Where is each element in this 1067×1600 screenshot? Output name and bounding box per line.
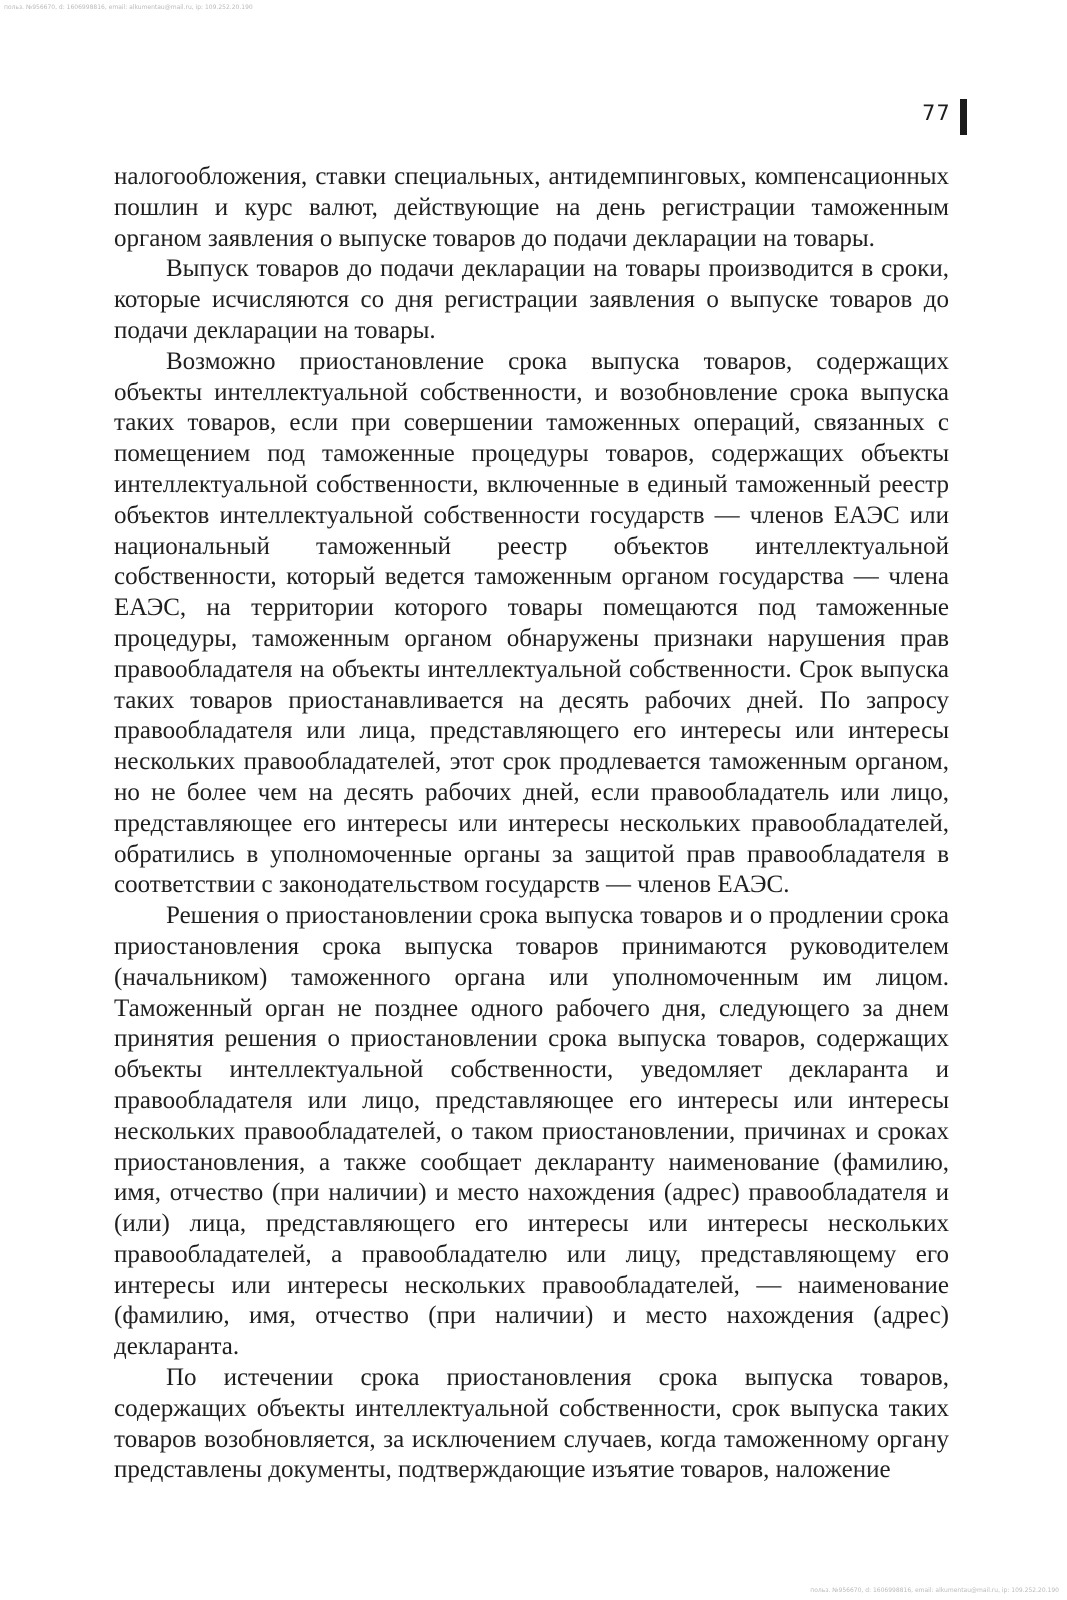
body-text — [114, 162, 949, 1486]
paragraph: Возможно приостановление срока выпуска товаров, содержащих объекты интеллектуальной собственности, и возобновление срока выпуска таких товаров, если при совершении таможенных операций, связанных с помещением под таможенные процедуры товаров, содержащих объекты интеллектуальной собственности, включенные в единый таможенный реестр объектов интеллектуальной собственности государств — членов ЕАЭС или национальный таможенный реестр объектов интеллектуальной собственности, который ведется таможенным органом государства — члена ЕАЭС, на территории которого товары помещаются под таможенные процедуры, таможенным органом обнаружены признаки нарушения прав правообладателя на объекты интеллектуальной собственности. Срок выпуска таких товаров приостанавливается на десять рабочих дней. По запросу правообладателя или лица, представляющего его интересы или интересы нескольких правообладателей, этот срок продлевается таможенным органом, но не более чем на десять рабочих дней, если правообладатель или лицо, представляющее его интересы или интересы нескольких правообладателей, обратились в уполномоченные органы за защитой прав правообладателя в соответствии с законодательством государств — членов ЕАЭС. — [114, 347, 949, 899]
paragraph: По истечении срока приостановления срока выпуска товаров, содержащих объекты интеллектуальной собственности, срок выпуска таких товаров возобновляется, за исключением случаев, когда таможенному органу представлены документы, подтверждающие изъятие товаров, наложение — [114, 1364, 949, 1484]
page-number-bar — [960, 99, 967, 135]
watermark-top: польз. №956670, d: 1606998816, email: alkumentau@mail.ru, ip: 109.252.20.190 — [4, 4, 253, 11]
watermark-bottom: польз. №956670, d: 1606998816, email: alkumentau@mail.ru, ip: 109.252.20.190 — [810, 1587, 1059, 1594]
paragraph: Решения о приостановлении срока выпуска товаров и о продлении срока приостановления срока выпуска товаров принимаются руководителем (начальником) таможенного органа или уполномоченным им лицом. Таможенный орган не позднее одного рабочего дня, следующего за днем принятия решения о приостановлении срока выпуска товаров, содержащих объекты интеллектуальной собственности, уведомляет декларанта и правообладателя или лицо, представляющее его интересы или интересы нескольких правообладателей, о таком приостановлении, причинах и сроках приостановления, а также сообщает декларанту наименование (фамилию, имя, отчество (при наличии) и место нахождения (адрес) правообладателя и (или) лица, представляющего его интересы или интересы нескольких правообладателей, а правообладателю или лицу, представляющему его интересы или интересы нескольких правообладателей, — наименование (фамилию, имя, отчество (при наличии) и место нахождения (адрес) декларанта. — [114, 902, 949, 1361]
page-number: 77 — [922, 101, 951, 125]
paragraph: налогообложения, ставки специальных, антидемпинговых, компенсационных пошлин и курс валют, действующие на день регистрации таможенным органом заявления о выпуске товаров до подачи декларации на товары. — [114, 163, 949, 252]
paragraph: Выпуск товаров до подачи декларации на товары производится в сроки, которые исчисляются со дня регистрации заявления о выпуске товаров до подачи декларации на товары. — [114, 255, 949, 344]
